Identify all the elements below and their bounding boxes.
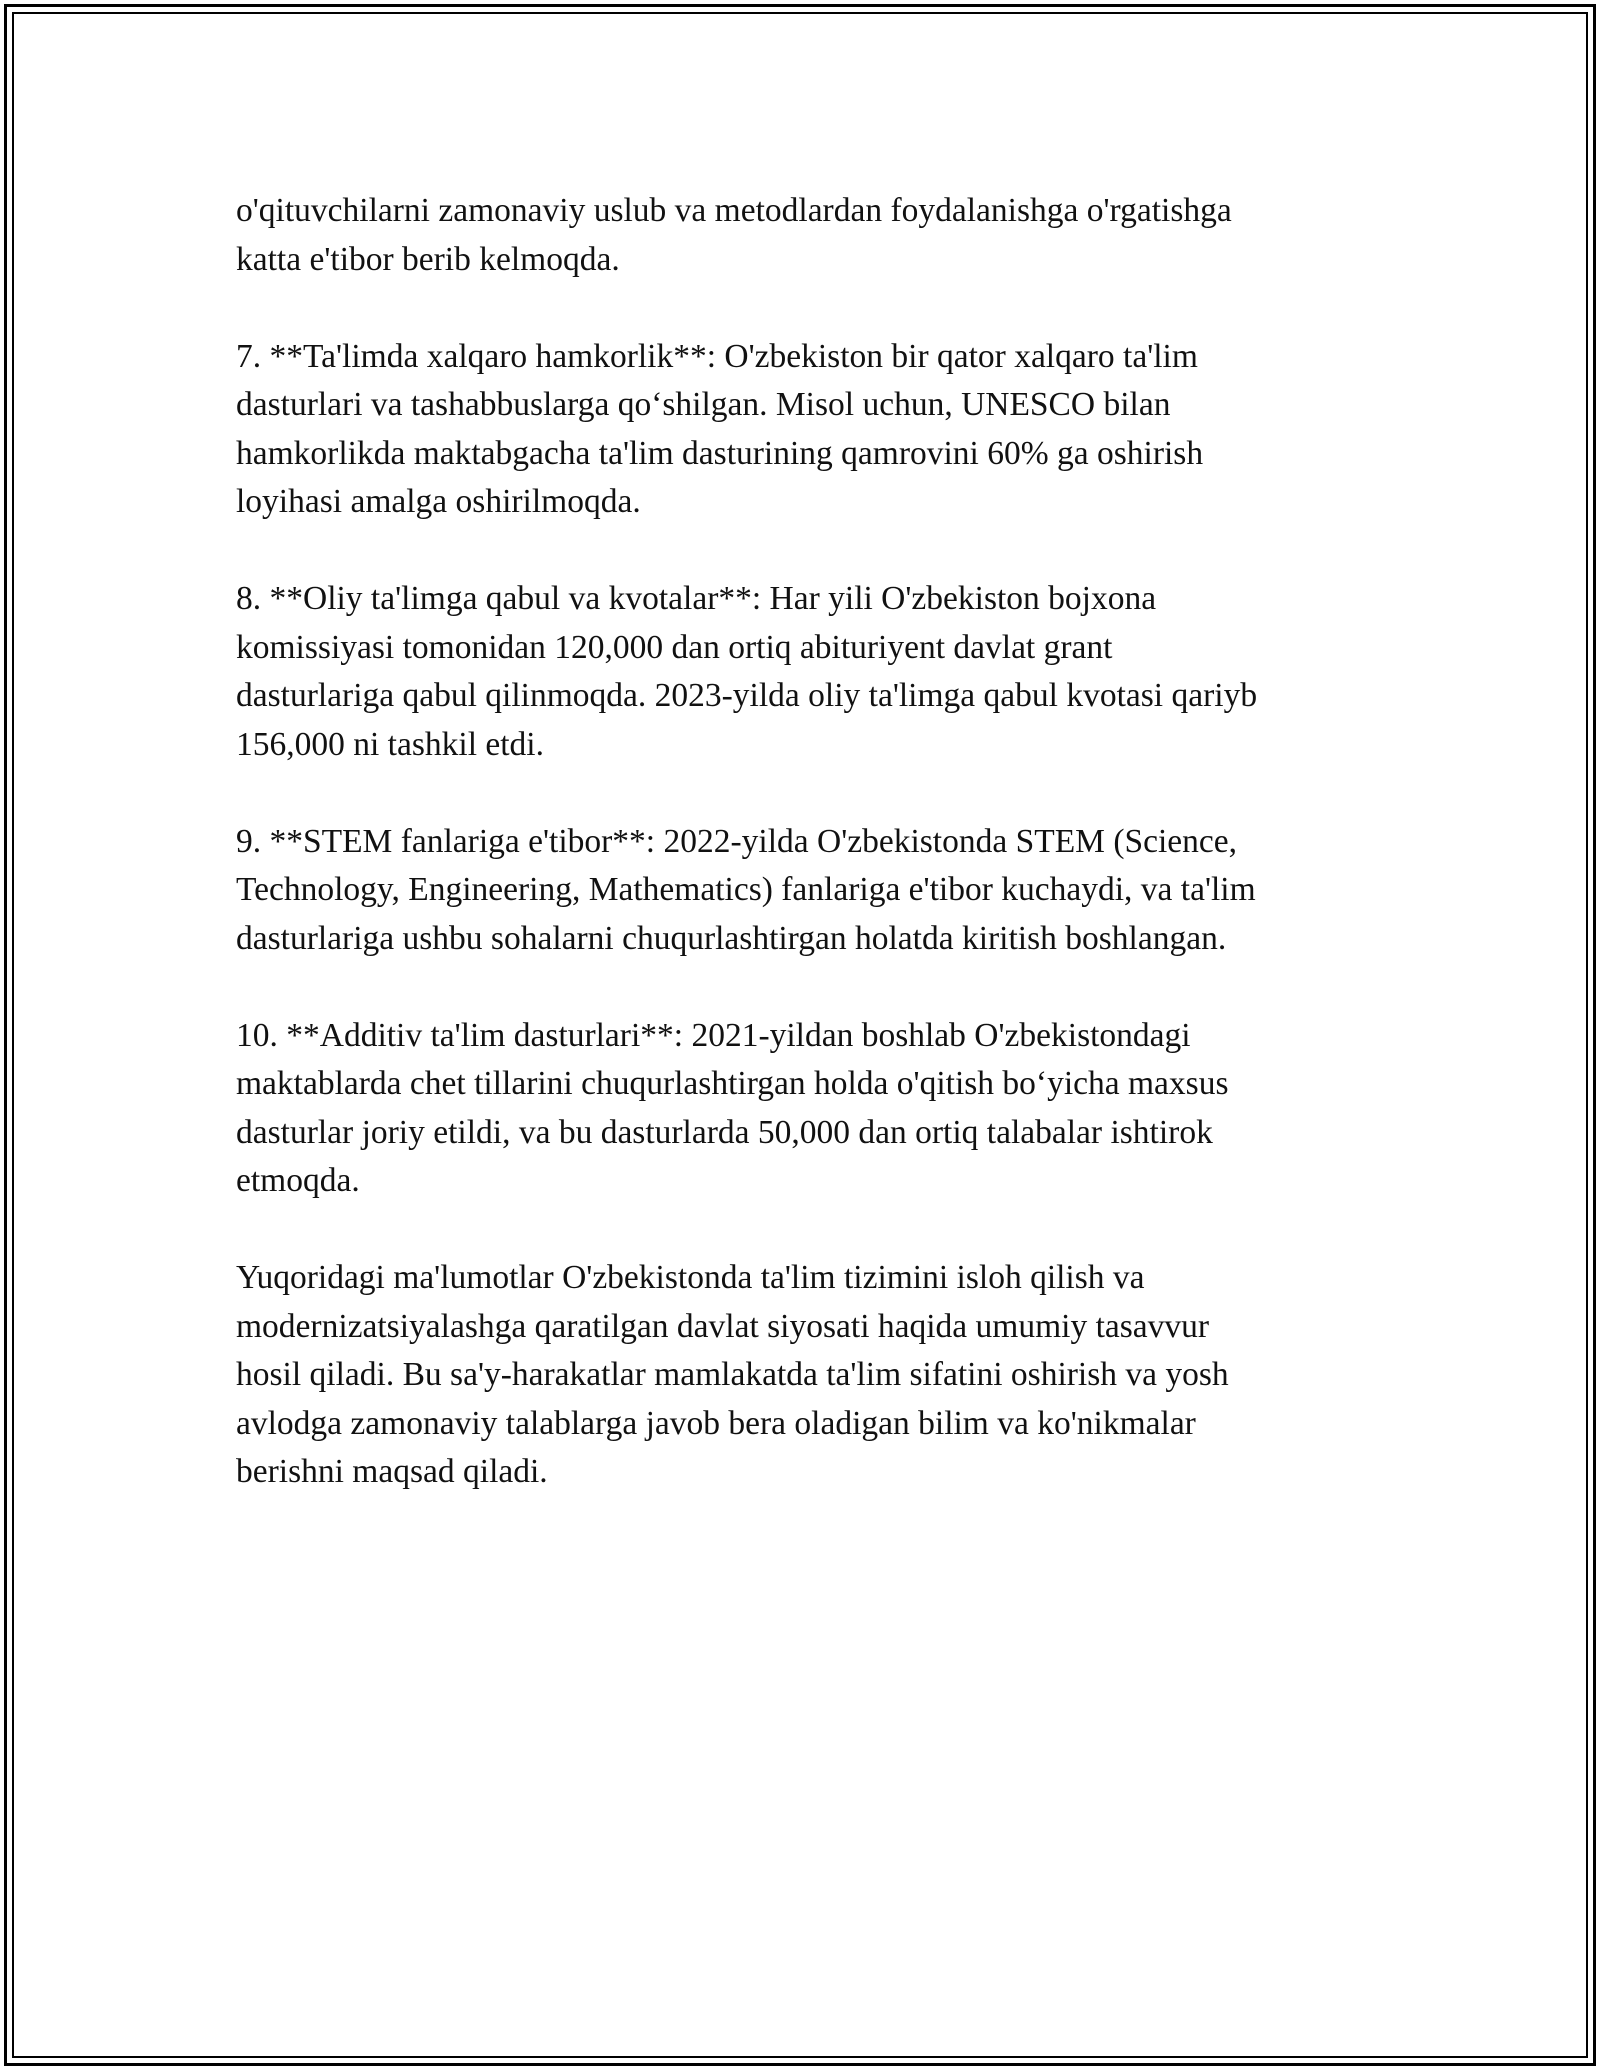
paragraph-item-9: 9. **STEM fanlariga e'tibor**: 2022-yilda O'zbekistonda STEM (Science, Technology, Engineering, Mathematics) fanlariga e'tibor kuchaydi, va ta'lim dasturlariga ushbu sohalarni chuqurlashtirgan holatda kiritish boshlangan. xyxy=(236,822,1256,957)
paragraph-conclusion: Yuqoridagi ma'lumotlar O'zbekistonda ta'lim tizimini isloh qilish va modernizatsiyalashga qaratilgan davlat siyosati haqida umumiy tasavvur hosil qiladi. Bu sa'y-harakatlar mamlakatda ta'lim sifatini oshirish va yosh avlodga zamonaviy talablarga javob bera oladigan bilim va ko'nikmalar berishni maqsad qiladi. xyxy=(236,1259,1229,1490)
paragraph-item-10: 10. **Additiv ta'lim dasturlari**: 2021-yildan boshlab O'zbekistondagi maktablarda chet tillarini chuqurlashtirgan holda o'qitish bo‘yicha maxsus dasturlar joriy etildi, va bu dasturlarda 50,000 dan ortiq talabalar ishtirok etmoqda. xyxy=(236,1016,1229,1199)
document-body xyxy=(236,187,1376,1545)
paragraph-item-7: 7. **Ta'limda xalqaro hamkorlik**: O'zbekiston bir qator xalqaro ta'lim dasturlari va tashabbuslarga qo‘shilgan. Misol uchun, UNESCO bilan hamkorlikda maktabgacha ta'lim dasturining qamrovini 60% ga oshirish loyihasi amalga oshirilmoqda. xyxy=(236,337,1204,520)
paragraph-item-8: 8. **Oliy ta'limga qabul va kvotalar**: Har yili O'zbekiston bojxona komissiyasi tomonidan 120,000 dan ortiq abituriyent davlat grant dasturlariga qabul qilinmoqda. 2023-yilda oliy ta'limga qabul kvotasi qariyb 156,000 ni tashkil etdi. xyxy=(236,580,1258,763)
paragraph-continuation: o'qituvchilarni zamonaviy uslub va metodlardan foydalanishga o'rgatishga katta e'tibor berib kelmoqda. xyxy=(236,192,1232,278)
